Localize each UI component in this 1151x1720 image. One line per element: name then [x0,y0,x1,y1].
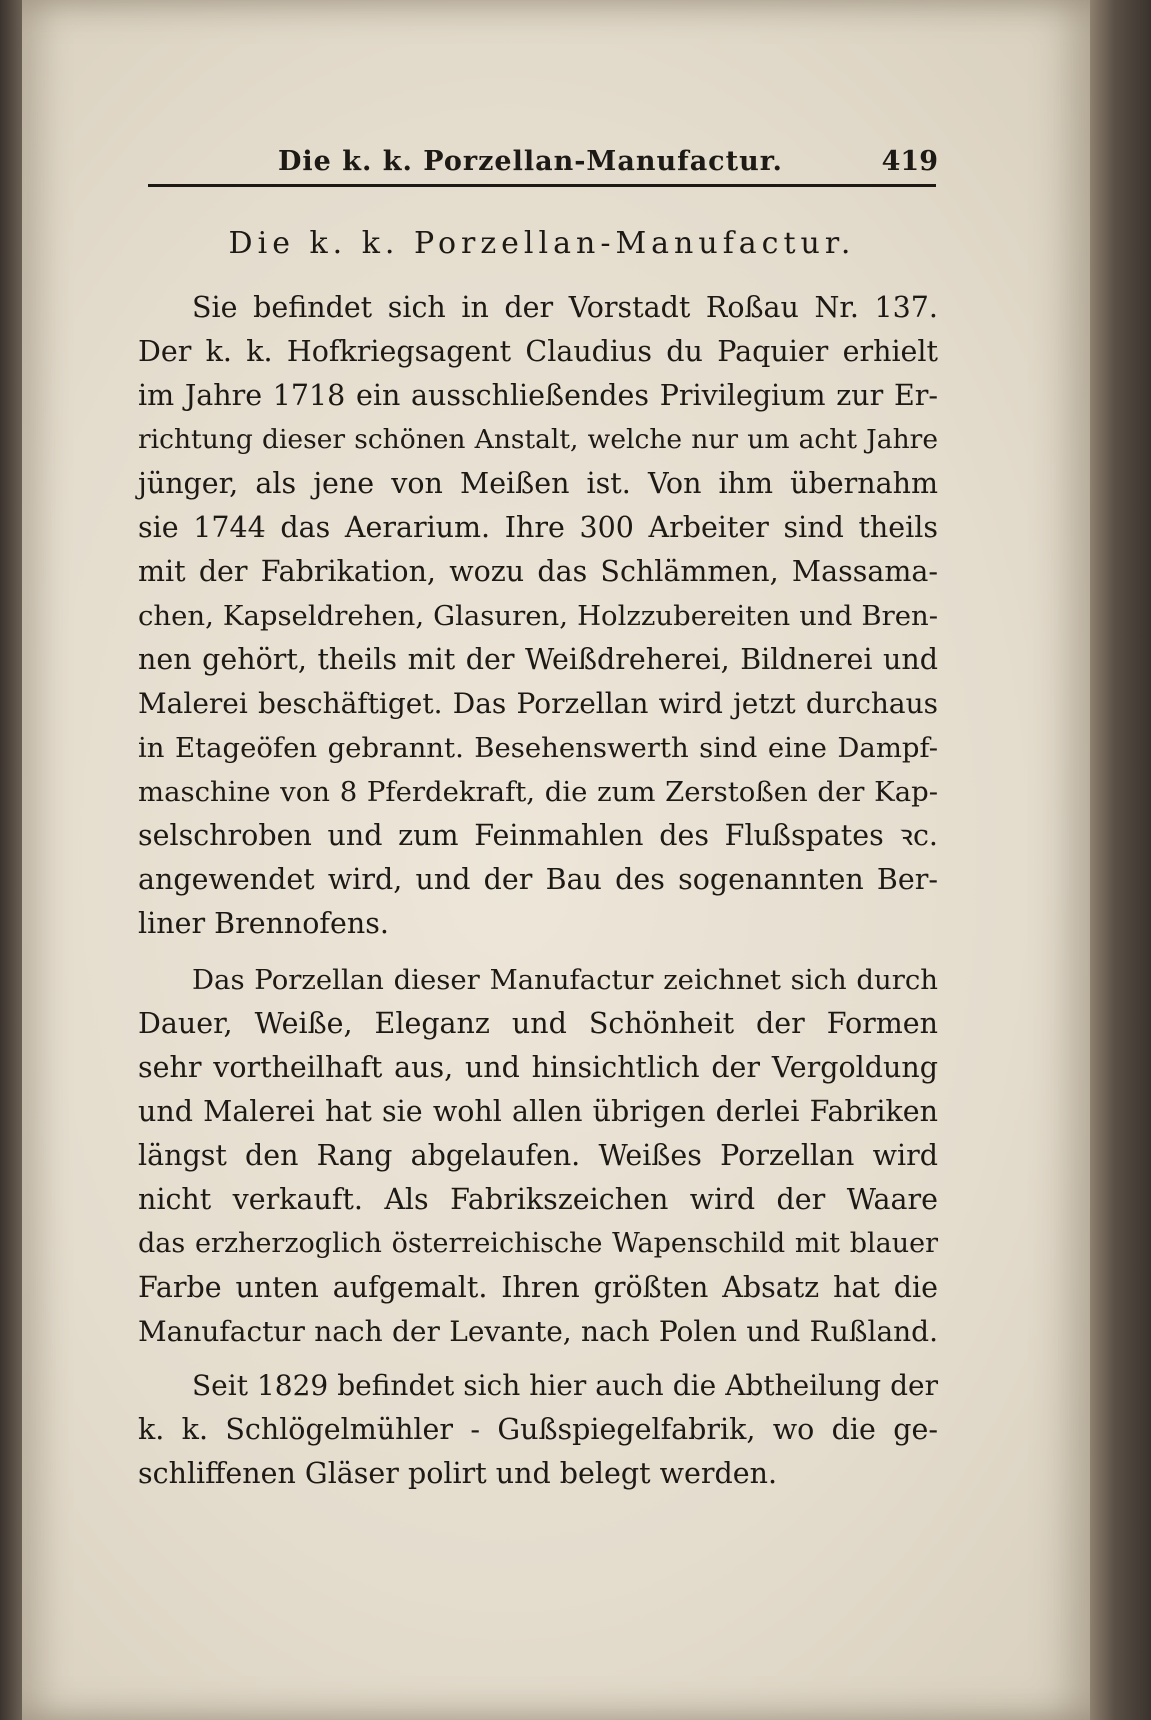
text-line: mit der Fabrikation, wozu das Schlämmen, Massama- [138,555,938,588]
running-title: Die k. k. Porzellan-Manufactur. [278,146,783,177]
header-rule [148,184,936,187]
page-header [128,144,938,184]
text-line: nicht verkauft. Als Fabrikszeichen wird der Waare [138,1183,938,1216]
text-line: schliffenen Gläser polirt und belegt werden. [138,1457,778,1490]
text-line: Das Porzellan dieser Manufactur zeichnet sich durch [192,964,938,996]
text-line: richtung dieser schönen Anstalt, welche nur um acht Jahre [138,424,938,455]
text-line: sehr vortheilhaft aus, und hinsichtlich der Vergoldung [138,1051,938,1084]
book-right-edge [1090,0,1151,1720]
text-line: längst den Rang abgelaufen. Weißes Porzellan wird [138,1139,938,1172]
text-line: Seit 1829 befindet sich hier auch die Abtheilung der [192,1369,938,1402]
text-line: jünger, als jene von Meißen ist. Von ihm übernahm [138,467,938,500]
section-title: Die k. k. Porzellan-Manufactur. [228,226,856,261]
text-line: und Malerei hat sie wohl allen übrigen derlei Fabriken [138,1095,938,1128]
book-left-edge [0,0,22,1720]
text-line: maschine von 8 Pferdekraft, die zum Zerstoßen der Kap- [138,776,938,808]
text-line: Der k. k. Hofkriegsagent Claudius du Paquier erhielt [138,335,938,368]
text-line: nen gehört, theils mit der Weißdreherei, Bildnerei und [138,643,938,676]
page-number: 419 [881,146,938,177]
text-line: chen, Kapseldrehen, Glasuren, Holzzubereiten und Bren- [138,600,938,632]
text-line: Farbe unten aufgemalt. Ihren größten Absatz hat die [138,1271,938,1304]
text-line: in Etageöfen gebrannt. Besehenswerth sind eine Dampf- [138,732,938,764]
text-line: liner Brennofens. [138,907,389,940]
text-line: sie 1744 das Aerarium. Ihre 300 Arbeiter sind theils [138,511,938,544]
text-line: Manufactur nach der Levante, nach Polen und Rußland. [138,1315,938,1348]
text-line: angewendet wird, und der Bau des sogenannten Ber- [138,863,938,896]
text-line: k. k. Schlögelmühler - Gußspiegelfabrik, wo die ge- [138,1413,938,1446]
text-line: Sie befindet sich in der Vorstadt Roßau Nr. 137. [192,291,938,324]
text-line: das erzherzoglich österreichische Wapenschild mit blauer [138,1228,938,1259]
text-line: Malerei beschäftiget. Das Porzellan wird jetzt durchaus [138,687,938,720]
text-line: selschroben und zum Feinmahlen des Flußspates ꝛc. [138,819,938,852]
text-line: im Jahre 1718 ein ausschließendes Privilegium zur Er- [138,379,938,412]
text-line: Dauer, Weiße, Eleganz und Schönheit der Formen [138,1007,938,1040]
